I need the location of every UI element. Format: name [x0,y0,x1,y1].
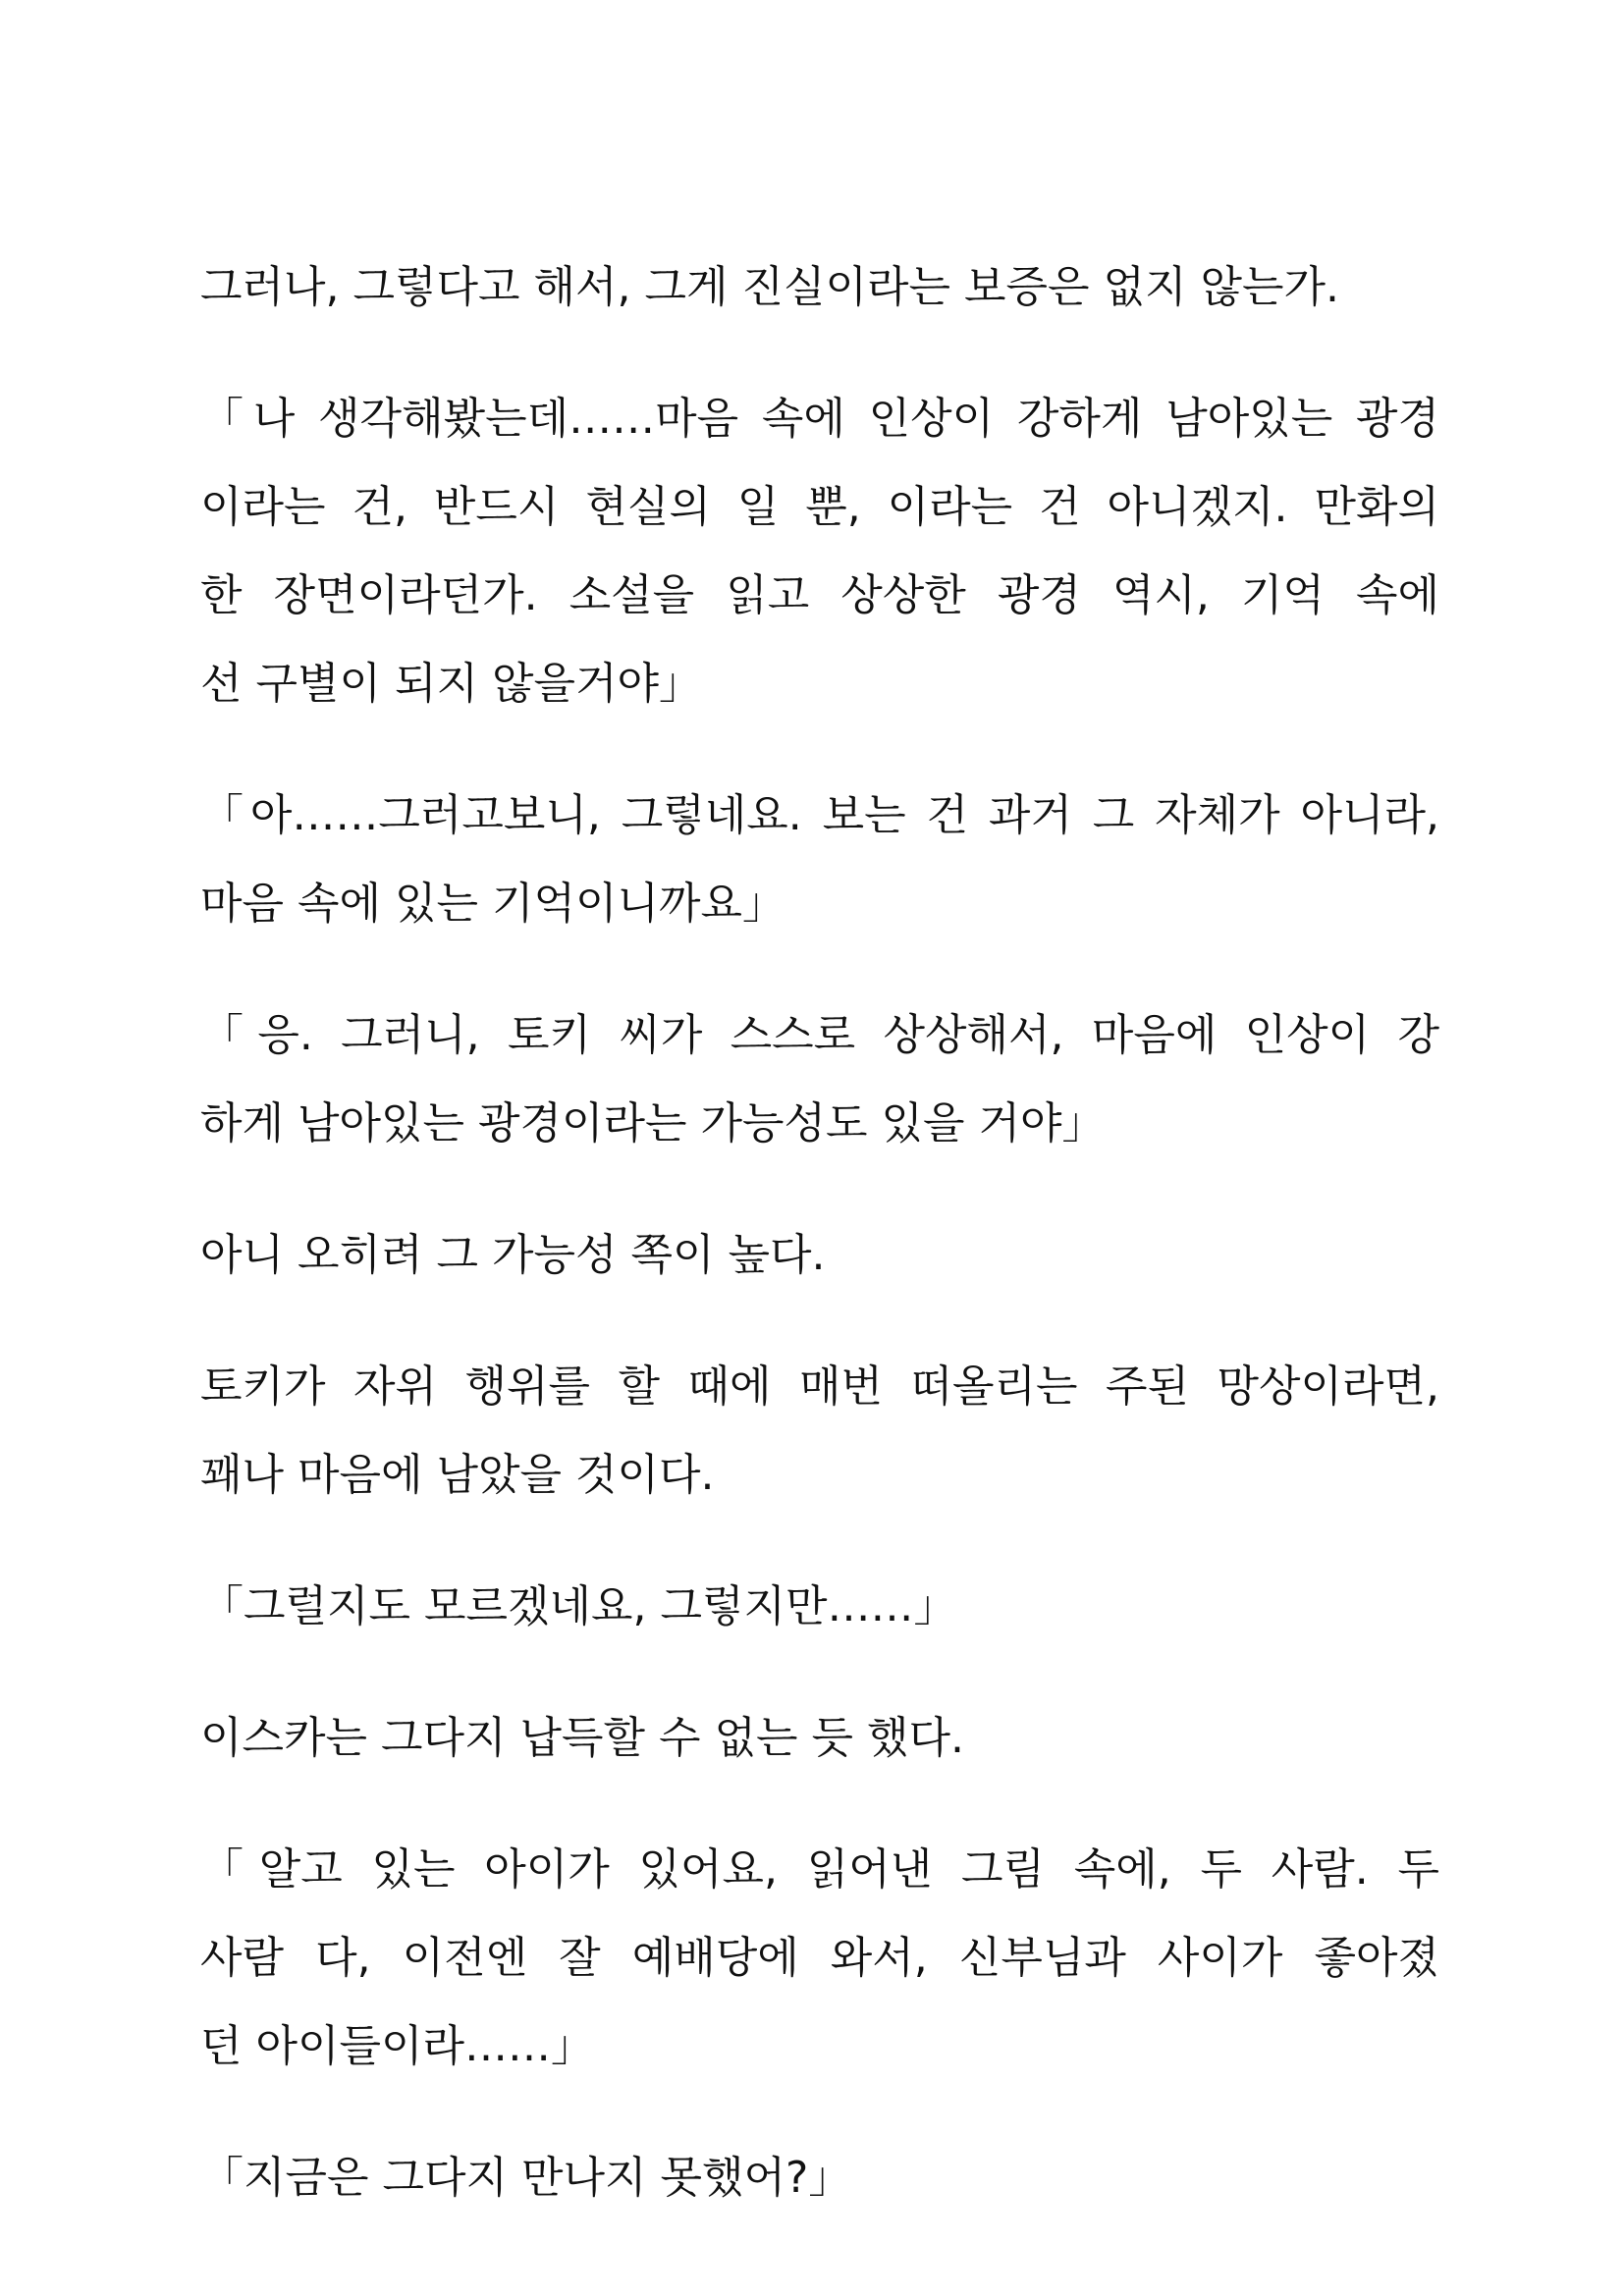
text-line: 아니 오히려 그 가능성 쪽이 높다. [200,1230,826,1280]
text-line: 이스카는 그다지 납득할 수 없는 듯 했다. [200,1713,964,1763]
text-line: 던 아이들이라……」 [200,2021,595,2071]
text-line: 이라는 건, 반드시 현실의 일 뿐, 이라는 건 아니겠지. 만화의 [200,482,1439,532]
text-line: 사람 다, 이전엔 잘 예배당에 와서, 신부님과 사이가 좋아졌 [200,1933,1439,1983]
paragraph [200,1694,1439,1783]
paragraph [200,772,1439,948]
text-body [200,243,1439,2266]
text-line: 「응. 그러니, 토키 씨가 스스로 상상해서, 마음에 인상이 강 [200,1010,1439,1060]
paragraph [200,2134,1439,2222]
paragraph [200,991,1439,1168]
text-line: 선 구별이 되지 않을거야」 [200,659,702,709]
paragraph [200,1826,1439,2091]
paragraph [200,243,1439,332]
text-line: 꽤나 마음에 남았을 것이다. [200,1450,715,1500]
text-line: 그러나, 그렇다고 해서, 그게 진실이라는 보증은 없지 않는가. [200,262,1339,312]
text-line: 「알고 있는 아이가 있어요, 읽어낸 그림 속에, 두 사람. 두 [200,1844,1439,1895]
paragraph [200,1211,1439,1300]
paragraph [200,1343,1439,1520]
text-line: 마음 속에 있는 기억이니까요」 [200,879,786,929]
text-line: 토키가 자위 행위를 할 때에 매번 떠올리는 주된 망상이라면, [200,1362,1439,1412]
text-line: 「나 생각해봤는데……마음 속에 인상이 강하게 남아있는 광경 [200,394,1439,444]
text-line: 「그럴지도 모르겠네요, 그렇지만……」 [200,1581,957,1631]
text-line: 하게 남아있는 광경이라는 가능성도 있을 거야」 [200,1098,1106,1148]
text-line: 「아……그러고보니, 그렇네요. 보는 건 과거 그 자체가 아니라, [200,790,1439,840]
paragraph [200,375,1439,728]
paragraph [200,1563,1439,1651]
text-line: 「지금은 그다지 만나지 못했어?」 [200,2153,852,2203]
text-line: 한 장면이라던가. 소설을 읽고 상상한 광경 역시, 기억 속에 [200,570,1439,620]
